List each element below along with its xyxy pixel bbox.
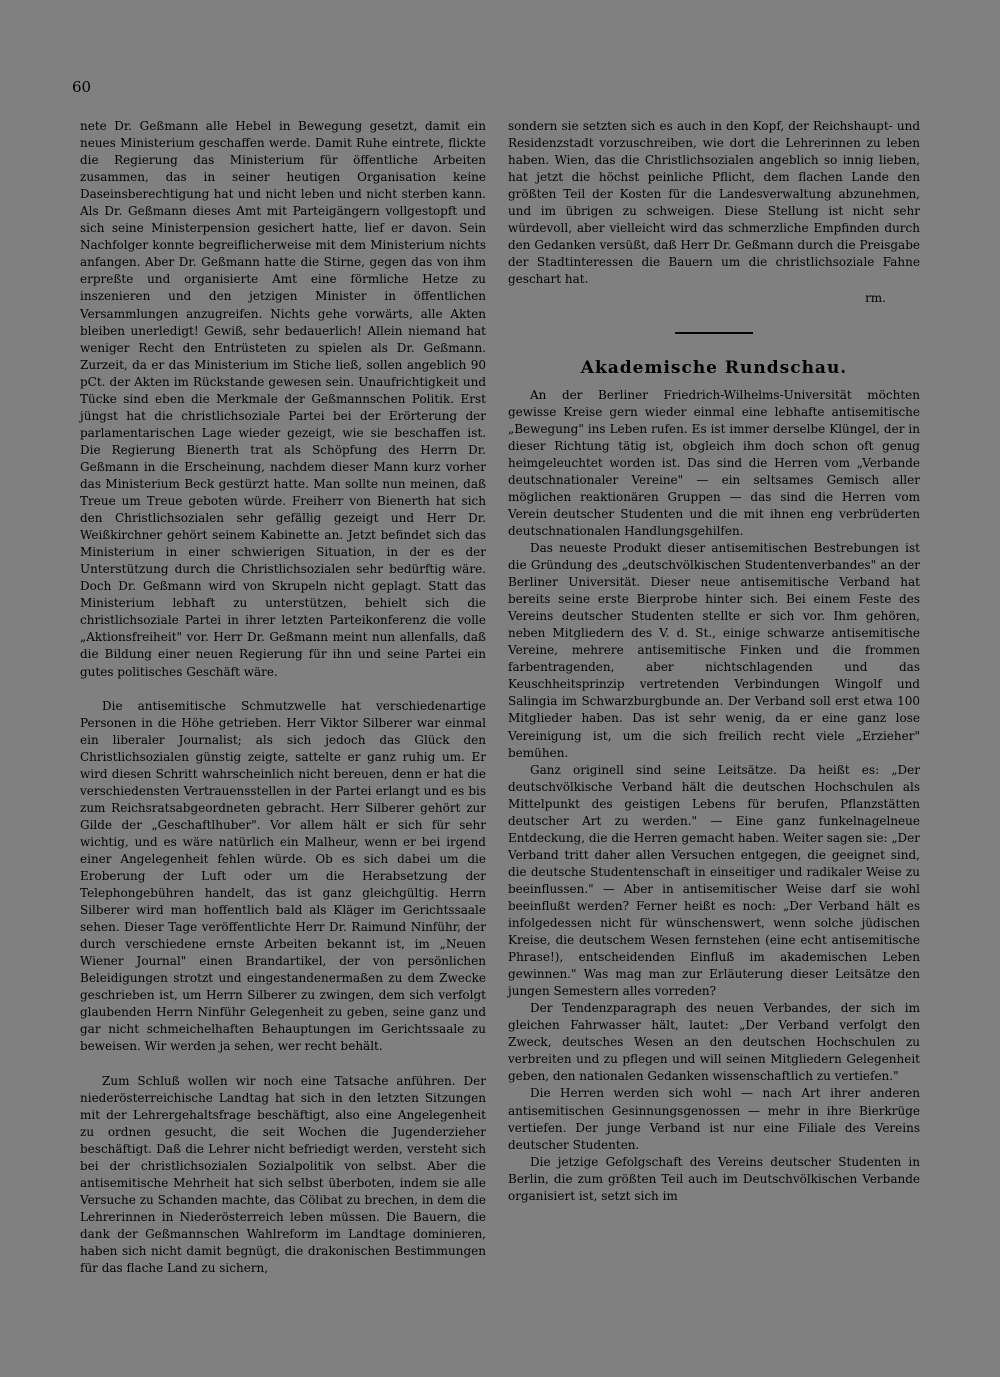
article-signature: rm. — [865, 291, 886, 306]
left-paragraph-1: nete Dr. Geßmann alle Hebel in Bewegung gesetzt, damit ein neues Ministerium geschaffen werde. Damit Ruhe eintrete, flickte die Regierung das Ministerium für öffentliche Arbeiten zusammen, das in seiner heutigen Organisation keine Daseinsberechtigung hat und nicht leben und nicht sterben kann. Als Dr. Geßmann dieses Amt mit Parteigängern vollgestopft und sich seine Ministerpension gesichert hatte, lief er davon. Sein Nachfolger konnte begreiflicherweise mit dem Ministerium nichts anfangen. Aber Dr. Geßmann hatte die Stirne, gegen das von ihm erpreßte und organisierte Amt eine förmliche Hetze zu inszenieren und den jetzigen Minister in öffentlichen Versammlungen anzugreifen. Nichts gehe vorwärts, alle Akten bleiben unerledigt! Gewiß, sehr bedauerlich! Allein niemand hat weniger Recht den Entrüsteten zu spielen als Dr. Geßmann. Zurzeit, da er das Ministerium im Stiche ließ, sollen angeblich 90 pCt. der Akten im Rückstande gewesen sein. Unaufrichtigkeit und Tücke sind eben die Merkmale der Geßmannschen Politik. Erst jüngst hat die christlichsoziale Partei bei der Erörterung der parlamentarischen Lage wieder gezeigt, wie sie beschaffen ist. Die Regierung Bienerth trat als Schöpfung des Herrn Dr. Geßmann in die Erscheinung, nachdem dieser Mann kurz vorher das Ministerium Beck gestürzt hatte. Man sollte nun meinen, daß Treue um Treue geboten würde. Freiherr von Bienerth hat sich den Christlichsozialen sehr gefällig gezeigt und Herr Dr. Weißkirchner gehört seinem Kabinette an. Jetzt befindet sich das Ministerium in einer schwierigen Situation, in der es der Unterstützung durch die Christlichsozialen sehr bedürftig wäre. Doch Dr. Geßmann wird von Skrupeln nicht geplagt. Statt das Ministerium lebhaft zu unterstützen, behielt sich die christlichsoziale Partei in ihrer letzten Parteikonferenz die volle „Aktionsfreiheit" vor. Herr Dr. Geßmann meint nun allenfalls, daß die Bildung einer neuen Regierung für ihn und seine Partei ein gutes politisches Geschäft wäre. — [80, 119, 486, 679]
section-divider — [675, 332, 753, 334]
right-paragraph-5: Die Herren werden sich wohl — nach Art ihrer anderen antisemitischen Gesinnungsgenossen — mehr in ihre Bierkrüge vertiefen. Der junge Verband ist nur eine Filiale des Vereins deutscher Studenten. — [508, 1086, 920, 1152]
right-paragraph-3: Ganz originell sind seine Leitsätze. Da heißt es: „Der deutschvölkische Verband hält die deutschen Hochschulen als Mittelpunkt des geistigen Lebens für berufen, Pflanzstätten deutscher Art zu werden." — Eine ganz funkelnagelneue Entdeckung, die die Herren gemacht haben. Weiter sagen sie: „Der Verband tritt daher allen Versuchen entgegen, die geeignet sind, die deutsche Studentenschaft in einseitiger und radikaler Weise zu beeinflussen." — Aber in antisemitischer Weise darf sie wohl beeinflußt werden? Ferner heißt es noch: „Der Verband hält es infolgedessen nicht für wünschenswert, wenn solche jüdischen Kreise, die deutschem Wesen fernstehen (eine echt antisemitische Phrase!), entscheidenden Einfluß im akademischen Leben gewinnen." Was mag man zur Erläuterung dieser Leitsätze den jungen Semestern alles vorreden? — [508, 762, 920, 999]
right-paragraph-4: Der Tendenzparagraph des neuen Verbandes, der sich im gleichen Fahrwasser hält, lautet: „Der Verband verfolgt den Zweck, deutsches Wesen an den deutschen Hochschulen zu verbreiten und zu pflegen und will seinen Mitgliedern Gelegenheit geben, den nationalen Gedanken wissenschaftlich zu vertiefen." — [508, 1001, 920, 1084]
left-paragraph-3: Zum Schluß wollen wir noch eine Tatsache anführen. Der niederösterreichische Landtag hat sich in den letzten Sitzungen mit der Lehrergehaltsfrage beschäftigt, also eine Angelegenheit zu ordnen gesucht, die seit Wochen die Jugenderzieher beschäftigt. Daß die Lehrer nicht befriedigt werden, versteht sich bei der christlichsozialen Sozialpolitik von selbst. Aber die antisemitische Mehrheit hat sich selbst überboten, indem sie alle Versuche zu Schanden machte, das Cölibat zu brechen, in dem die Lehrerinnen in Niederösterreich leben müssen. Die Bauern, die dank der Geßmannschen Wahlreform im Landtage dominieren, haben sich nicht damit begnügt, die drakonischen Bestimmungen für das flache Land zu sichern, — [80, 1073, 486, 1276]
left-column — [80, 118, 486, 1277]
left-paragraph-2: Die antisemitische Schmutzwelle hat verschiedenartige Personen in die Höhe getrieben. Herr Viktor Silberer war einmal ein liberaler Journalist; als sich jedoch das Glück den Christlichsozialen günstig zeigte, sattelte er ganz ruhig um. Er wird diesen Schritt wahrscheinlich nicht bereuen, denn er hat die verschiedensten Vertrauensstellen in der Partei erlangt und es bis zum Reichsratsabgeordneten gebracht. Herr Silberer gehört zur Gilde der „Geschaftlhuber". Vor allem hält er sich für sehr wichtig, und es wäre natürlich ein Malheur, wenn er bei irgend einer Angelegenheit fehlen würde. Ob es sich dabei um die Eroberung der Luft oder um die Herabsetzung der Telephongebühren handelt, das ist ganz gleichgültig. Herrn Silberer wird man hoffentlich bald als Kläger im Gerichtssaale sehen. Dieser Tage veröffentlichte Herr Dr. Raimund Ninführ, der durch verschiedene ernste Arbeiten bekannt ist, im „Neuen Wiener Journal" einen Brandartikel, der von persönlichen Beleidigungen strotzt und eingestandenermaßen zu dem Zwecke geschrieben ist, um Herrn Silberer zu zwingen, dem sich verfolgt glaubenden Herrn Ninführ Gelegenheit zu geben, seine ganz und gar nicht schmeichelhaften Behauptungen im Gerichtssaale zu beweisen. Wir werden ja sehen, wer recht behält. — [80, 698, 486, 1054]
right-continuation-paragraph: sondern sie setzten sich es auch in den Kopf, der Reichshaupt- und Residenzstadt vorzuschreiben, wie dort die Lehrerinnen zu leben haben. Wien, das die Christlichsozialen angeblich so innig lieben, hat jetzt die höchst peinliche Pflicht, dem flachen Lande den größten Teil der Kosten für die Landesverwaltung abzunehmen, und im übrigen zu schweigen. Diese Stellung ist nicht sehr würdevoll, aber vielleicht wird das schmerzliche Empfinden durch den Gedanken versüßt, daß Herr Dr. Geßmann durch die Preisgabe der Stadtinteressen die Bauern um die christlichsoziale Fahne geschart hat. — [508, 119, 920, 287]
section-title: Akademische Rundschau. — [580, 357, 848, 378]
right-paragraph-6: Die jetzige Gefolgschaft des Vereins deutscher Studenten in Berlin, die zum größten Teil auch im Deutschvölkischen Verbande organisiert ist, setzt sich im — [508, 1154, 920, 1203]
right-paragraph-1: An der Berliner Friedrich-Wilhelms-Universität möchten gewisse Kreise gern wieder einmal eine lebhafte antisemitische „Bewegung" ins Leben rufen. Es ist immer derselbe Klüngel, der in dieser Richtung tätig ist, obgleich ihm doch schon oft genug heimgeleuchtet worden ist. Das sind die Herren vom „Verbande deutschnationaler Vereine" — ein seltsames Gemisch aller möglichen reaktionären Gruppen — das sind die Herren vom Verein deutscher Studenten und die mit ihnen eng verbrüderten deutschnationalen Handlungsgehilfen. — [508, 387, 920, 538]
right-column — [508, 118, 920, 1205]
page-number: 60 — [72, 78, 92, 96]
right-paragraph-2: Das neueste Produkt dieser antisemitischen Bestrebungen ist die Gründung des „deutschvölkischen Studentenverbandes" an der Berliner Universität. Dieser neue antisemitische Verband hat bereits seine erste Bierprobe hinter sich. Bei einem Feste des Vereins deutscher Studenten stellte er sich vor. Ihm gehören, neben Mitgliedern des V. d. St., einige schwarze antisemitische Vereine, mehrere antisemitische Finken und die frommen farbentragenden, aber nichtschlagenden und das Keuschheitsprinzip vertretenden Verbindungen Wingolf und Salingia im Schwarzburgbunde an. Der Verband soll erst etwa 100 Mitglieder haben. Das ist sehr wenig, da er eine ganz lose Vereinigung ist, um die sich freilich recht viele „Erzieher" bemühen. — [508, 540, 920, 760]
